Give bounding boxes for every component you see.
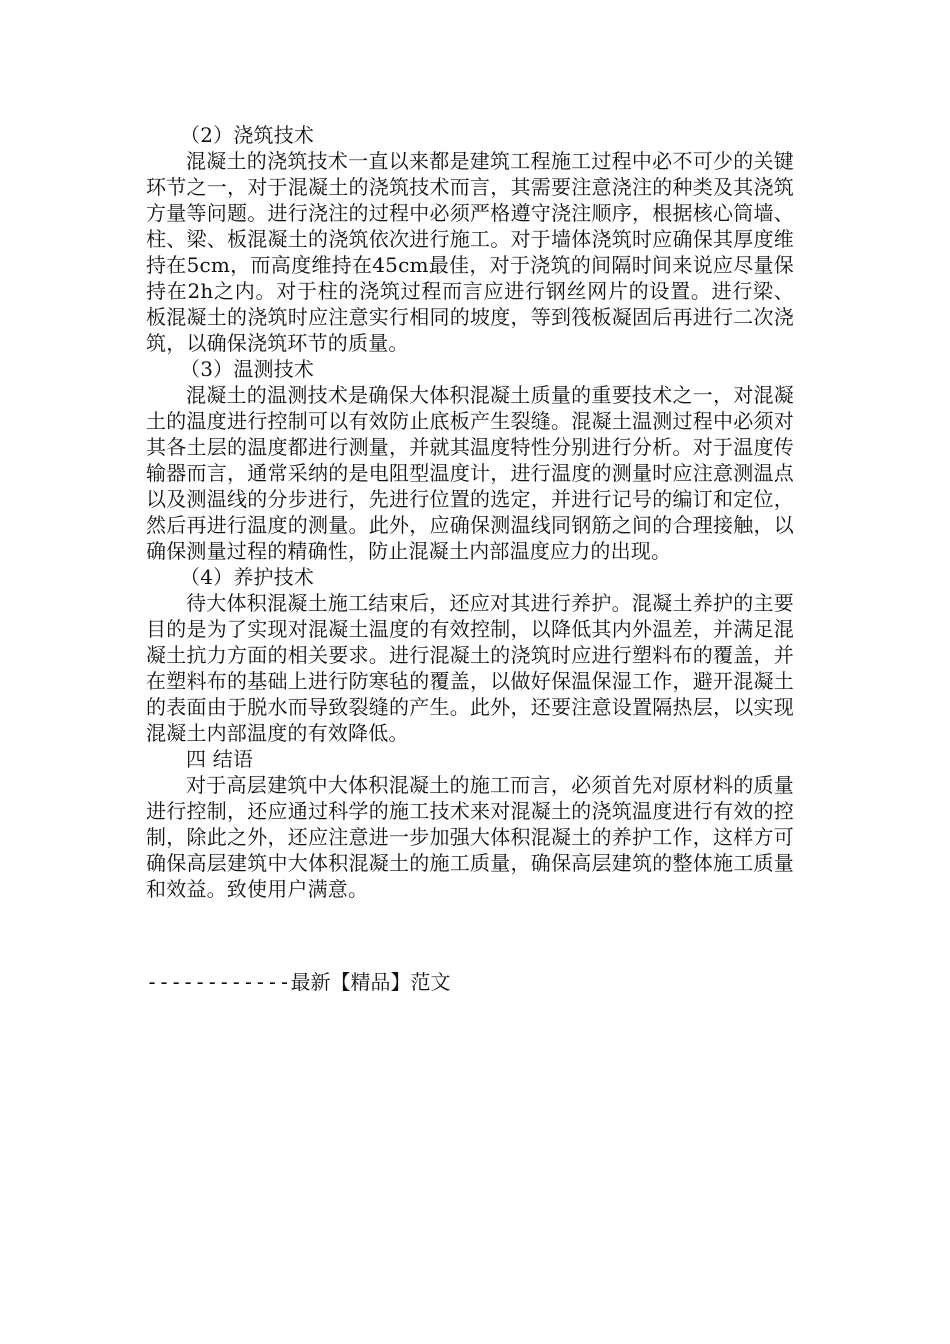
footer-note: ------------最新【精品】范文 [146,970,451,994]
section-paragraph-curing: 待大体积混凝土施工结束后，还应对其进行养护。混凝土养护的主要目的是为了实现对混凝土温度的有效控制，以降低其内外温差，并满足混凝土抗力方面的相关要求。进行混凝土的浇筑时应进行塑料布的覆盖，并在塑料布的基础上进行防寒毡的覆盖，以做好保温保湿工作，避开混凝土的表面由于脱水而导致裂缝的产生。此外，还要注意设置隔热层，以实现混凝土内部温度的有效降低。 [146,591,794,745]
section-heading-pouring: （2）浇筑技术 [180,123,315,147]
section-paragraph-pouring: 混凝土的浇筑技术一直以来都是建筑工程施工过程中必不可少的关键环节之一，对于混凝土的浇筑技术而言，其需要注意浇注的种类及其浇筑方量等问题。进行浇注的过程中必须严格遵守浇注顺序，根据核心筒墙、柱、梁、板混凝土的浇筑依次进行施工。对于墙体浇筑时应确保其厚度维持在5cm，而高度维持在45cm最佳，对于浇筑的间隔时间来说应尽量保持在2h之内。对于柱的浇筑过程而言应进行钢丝网片的设置。进行梁、板混凝土的浇筑时应注意实行相同的坡度，等到筏板凝固后再进行二次浇筑，以确保浇筑环节的质量。 [146,149,794,355]
section-paragraph-temperature: 混凝土的温测技术是确保大体积混凝土质量的重要技术之一，对混凝土的温度进行控制可以有效防止底板产生裂缝。混凝土温测过程中必须对其各土层的温度都进行测量，并就其温度特性分别进行分析。对于温度传输器而言，通常采纳的是电阻型温度计，进行温度的测量时应注意测温点以及测温线的分步进行，先进行位置的选定，并进行记号的编订和定位，然后再进行温度的测量。此外，应确保测温线同钢筋之间的合理接触，以确保测量过程的精确性，防止混凝土内部温度应力的出现。 [146,383,794,563]
conclusion-heading: 四 结语 [186,747,254,771]
section-heading-curing: （4）养护技术 [180,565,315,589]
conclusion-paragraph: 对于高层建筑中大体积混凝土的施工而言，必须首先对原材料的质量进行控制，还应通过科学的施工技术来对混凝土的浇筑温度进行有效的控制，除此之外，还应注意进一步加强大体积混凝土的养护工作，这样方可确保高层建筑中大体积混凝土的施工质量，确保高层建筑的整体施工质量和效益。致使用户满意。 [146,773,794,901]
section-heading-temperature: （3）温测技术 [180,357,315,381]
document-body [146,122,794,902]
